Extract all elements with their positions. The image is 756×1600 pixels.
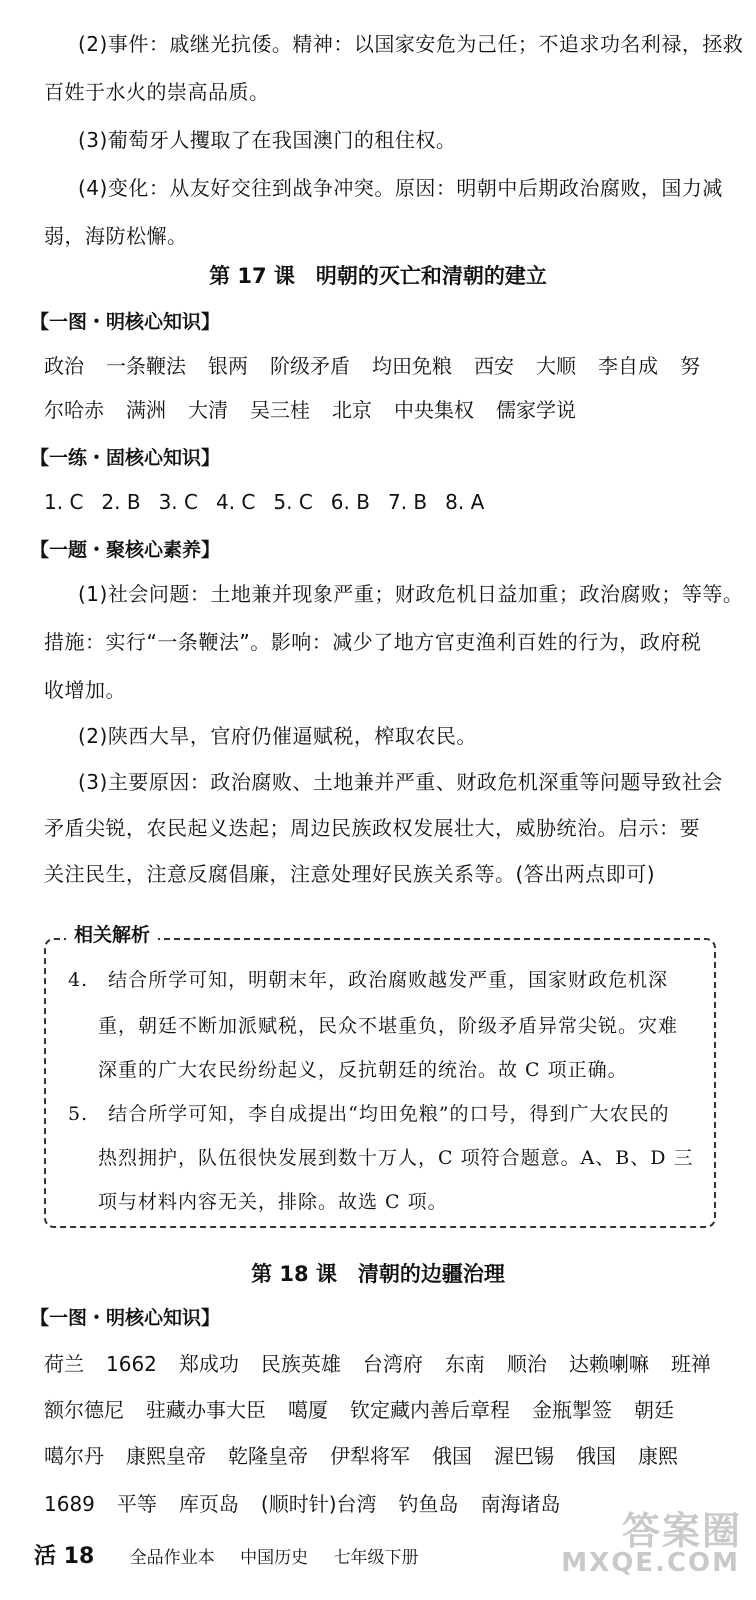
keyword: 尔哈赤 bbox=[44, 398, 104, 422]
keyword: 库页岛 bbox=[178, 1492, 239, 1516]
keyword: 1689 bbox=[44, 1492, 95, 1516]
keyword: 南海诸岛 bbox=[480, 1492, 561, 1516]
keyword: 伊犁将军 bbox=[330, 1444, 410, 1468]
keyword: 中央集权 bbox=[394, 398, 474, 422]
keyword: 儒家学说 bbox=[496, 398, 576, 422]
lesson-18-keywords-row2 bbox=[44, 1396, 732, 1424]
keyword: 俄国 bbox=[432, 1444, 472, 1468]
grade: 七年级下册 bbox=[333, 1548, 419, 1568]
keyword: 郑成功 bbox=[178, 1352, 239, 1376]
analysis-line: 热烈拥护，队伍很快发展到数十万人，C 项符合题意。A、B、D 三 bbox=[98, 1147, 694, 1169]
keyword: 民族英雄 bbox=[260, 1352, 341, 1376]
lesson-18-section-map: 【一图・明核心知识】 bbox=[30, 1307, 221, 1329]
analysis-title: 相关解析 bbox=[66, 921, 158, 949]
analysis-line: 项与材料内容无关，排除。故选 C 项。 bbox=[98, 1191, 448, 1213]
keyword: 达赖喇嘛 bbox=[568, 1352, 649, 1376]
analysis-line: 4. 结合所学可知，明朝末年，政治腐败越发严重，国家财政危机深 bbox=[68, 969, 669, 991]
keyword: 西安 bbox=[474, 354, 514, 378]
lesson-17-title: 第 17 课 明朝的灭亡和清朝的建立 bbox=[209, 264, 547, 288]
keyword: 康熙皇帝 bbox=[126, 1444, 206, 1468]
watermark-url: MXQE.COM bbox=[561, 1548, 740, 1578]
literacy-line: 措施：实行“一条鞭法”。影响：减少了地方官吏渔利百姓的行为，政府税 bbox=[44, 630, 702, 654]
keyword: 一条鞭法 bbox=[106, 354, 186, 378]
literacy-line: (2)陕西大旱，官府仍催逼赋税，榨取农民。 bbox=[78, 724, 477, 748]
keyword: 努 bbox=[680, 354, 700, 378]
answer-item: 6. B bbox=[330, 490, 370, 514]
literacy-line: (1)社会问题：土地兼并现象严重；财政危机日益加重；政治腐败；等等。 bbox=[78, 582, 744, 606]
answer-item: 3. C bbox=[158, 490, 198, 514]
keyword: 台湾府 bbox=[362, 1352, 423, 1376]
keyword: 噶尔丹 bbox=[44, 1444, 104, 1468]
answer-item: 5. C bbox=[273, 490, 313, 514]
keyword: (顺时针)台湾 bbox=[260, 1492, 377, 1516]
keyword: 政治 bbox=[44, 354, 84, 378]
literacy-line: 收增加。 bbox=[44, 678, 126, 702]
answer-item: 4. C bbox=[215, 490, 256, 514]
keyword: 均田免粮 bbox=[372, 354, 452, 378]
keyword: 钓鱼岛 bbox=[398, 1492, 459, 1516]
analysis-line: 5. 结合所学可知，李自成提出“均田免粮”的口号，得到广大农民的 bbox=[68, 1103, 670, 1125]
prev-answer-4-line2: 弱，海防松懈。 bbox=[44, 224, 188, 248]
keyword: 1662 bbox=[106, 1352, 157, 1376]
watermark-logo: 答案圈 bbox=[621, 1509, 742, 1553]
analysis-line: 重，朝廷不断加派赋税，民众不堪重负，阶级矛盾异常尖锐。灾难 bbox=[98, 1015, 679, 1037]
prev-answer-4-line1: (4)变化：从友好交往到战争冲突。原因：明朝中后期政治腐败，国力减 bbox=[78, 176, 723, 200]
lesson-17-section-practice: 【一练・固核心知识】 bbox=[30, 447, 221, 469]
prev-answer-2-line2: 百姓于水火的崇高品质。 bbox=[44, 80, 270, 104]
keyword: 顺治 bbox=[506, 1352, 547, 1376]
book-title: 全品作业本 bbox=[129, 1548, 215, 1568]
lesson-18-title: 第 18 课 清朝的边疆治理 bbox=[251, 1262, 505, 1286]
keyword: 康熙 bbox=[638, 1444, 678, 1468]
lesson-18-keywords-row1 bbox=[44, 1350, 732, 1378]
keyword: 荷兰 bbox=[44, 1352, 84, 1376]
keyword: 大顺 bbox=[536, 354, 576, 378]
keyword: 大清 bbox=[188, 398, 228, 422]
keyword: 满洲 bbox=[126, 398, 166, 422]
lesson-17-section-literacy: 【一题・聚核心素养】 bbox=[30, 539, 221, 561]
keyword: 阶级矛盾 bbox=[270, 354, 350, 378]
keyword: 额尔德尼 bbox=[44, 1398, 124, 1422]
keyword: 朝廷 bbox=[634, 1398, 674, 1422]
keyword: 钦定藏内善后章程 bbox=[350, 1398, 510, 1422]
keyword: 金瓶掣签 bbox=[532, 1398, 612, 1422]
keyword: 驻藏办事大臣 bbox=[146, 1398, 266, 1422]
keyword: 噶厦 bbox=[288, 1398, 328, 1422]
lesson-17-keywords-row2 bbox=[44, 396, 732, 424]
lesson-17-keywords-row1 bbox=[44, 352, 732, 380]
answer-item: 8. A bbox=[445, 490, 485, 514]
literacy-line: 关注民生，注意反腐倡廉，注意处理好民族关系等。(答出两点即可) bbox=[44, 862, 656, 886]
answer-item: 7. B bbox=[387, 490, 428, 514]
keyword: 渥巴锡 bbox=[494, 1444, 554, 1468]
keyword: 北京 bbox=[332, 398, 372, 422]
lesson-17-answers bbox=[44, 488, 732, 516]
keyword: 俄国 bbox=[576, 1444, 616, 1468]
keyword: 平等 bbox=[116, 1492, 157, 1516]
analysis-line: 深重的广大农民纷纷起义，反抗朝廷的统治。故 C 项正确。 bbox=[98, 1059, 628, 1081]
keyword: 班禅 bbox=[670, 1352, 711, 1376]
keyword: 吴三桂 bbox=[250, 398, 310, 422]
keyword: 李自成 bbox=[598, 354, 658, 378]
keyword: 银两 bbox=[208, 354, 248, 378]
literacy-line: 矛盾尖锐，农民起义迭起；周边民族政权发展壮大，威胁统治。启示：要 bbox=[44, 816, 700, 840]
answer-item: 2. B bbox=[101, 490, 141, 514]
subject: 中国历史 bbox=[240, 1548, 309, 1568]
prev-answer-3: (3)葡萄牙人攫取了在我国澳门的租住权。 bbox=[78, 128, 457, 152]
keyword: 东南 bbox=[444, 1352, 485, 1376]
lesson-18-keywords-row3 bbox=[44, 1442, 732, 1470]
page-number: 活 18 bbox=[34, 1544, 95, 1569]
keyword: 乾隆皇帝 bbox=[228, 1444, 308, 1468]
answer-item: 1. C bbox=[44, 490, 84, 514]
lesson-17-section-map: 【一图・明核心知识】 bbox=[30, 311, 221, 333]
literacy-line: (3)主要原因：政治腐败、土地兼并严重、财政危机深重等问题导致社会 bbox=[78, 770, 723, 794]
prev-answer-2-line1: (2)事件：戚继光抗倭。精神：以国家安危为己任；不追求功名利禄，拯救 bbox=[78, 32, 744, 56]
page-footer bbox=[34, 1544, 419, 1571]
